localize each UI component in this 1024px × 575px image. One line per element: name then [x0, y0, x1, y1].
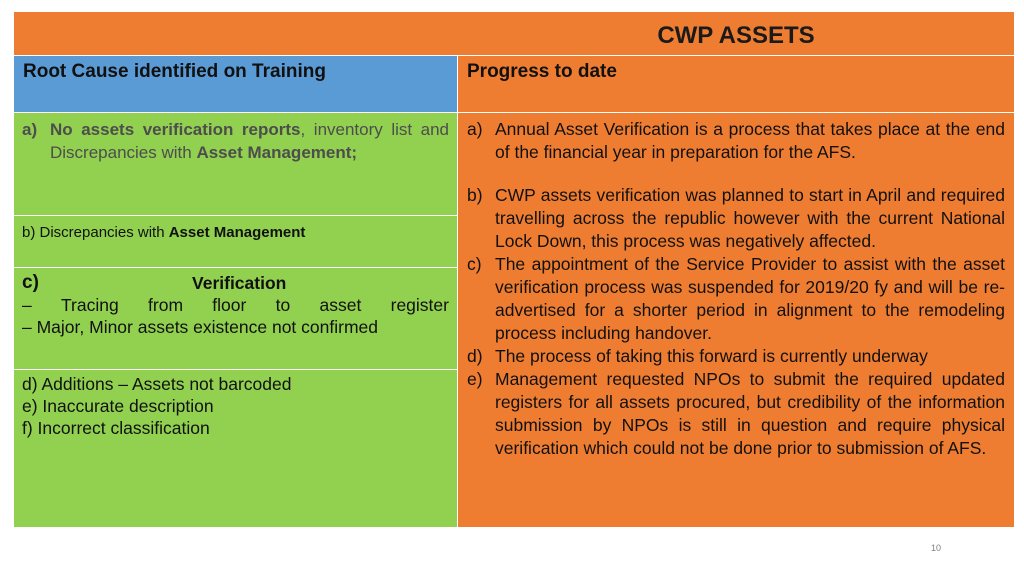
progress-label-d: d) [467, 346, 483, 366]
progress-label-b: b) [467, 185, 483, 205]
root-cause-a-bold: No assets verification reports [50, 120, 301, 139]
left-header-text: Root Cause identified on Training [23, 61, 326, 82]
root-cause-a-text [50, 118, 449, 164]
root-cause-c-cell [14, 268, 458, 370]
progress-item-e [467, 368, 1005, 460]
root-cause-f-line: f) Incorrect classification [22, 418, 210, 438]
c-word: – [22, 295, 32, 315]
root-cause-c-heading-line [22, 272, 449, 294]
progress-item-b [467, 184, 1005, 253]
right-column-header [458, 56, 1015, 113]
progress-label-e: e) [467, 369, 483, 389]
c-word: Tracing [61, 295, 119, 315]
root-cause-a [22, 118, 449, 164]
root-cause-c-label: c) [22, 272, 39, 293]
progress-item-c [467, 253, 1005, 345]
c-word: register [390, 295, 449, 315]
progress-item-d [467, 345, 1005, 368]
root-cause-a-middle: , inventory list and Discrepancies with [50, 120, 450, 162]
progress-cell [458, 113, 1015, 528]
root-cause-a-bold-tail: Asset Management; [196, 143, 358, 162]
root-cause-a-label: a) [22, 120, 38, 139]
root-cause-b-cell [14, 216, 458, 268]
progress-label-a: a) [467, 119, 483, 139]
slide-title: CWP ASSETS [657, 22, 815, 49]
c-word: floor [212, 295, 247, 315]
page-number: 10 [931, 543, 942, 553]
root-cause-d-cell [14, 370, 458, 528]
root-cause-c-line2 [22, 294, 449, 316]
cwp-assets-table [13, 11, 1015, 528]
title-row [14, 12, 1015, 56]
left-column-header [14, 56, 458, 113]
progress-text-c: The appointment of the Service Provider to assist with the asset verification process was suspended for 2019/20 fy and will be re-advertised for a shorter period in alignment to the remodeling process including handover. [495, 254, 1005, 343]
right-header-text: Progress to date [467, 61, 617, 82]
root-cause-b-text: b) Discrepancies with [22, 224, 169, 241]
progress-label-c: c) [467, 254, 482, 274]
root-cause-e-line: e) Inaccurate description [22, 396, 214, 416]
progress-text-a: Annual Asset Verification is a process that takes place at the end of the financial year in preparation for the AFS. [495, 119, 1005, 162]
progress-item-a [467, 118, 1005, 164]
root-cause-c-heading: Verification [192, 273, 287, 293]
progress-text-b: CWP assets verification was planned to start in April and required travelling across the republic however with the current National Lock Down, this process was negatively affected. [495, 185, 1005, 251]
root-cause-a-cell [14, 113, 458, 216]
c-word: asset [319, 295, 362, 315]
c-word: to [275, 295, 291, 315]
progress-text-e: Management requested NPOs to submit the required updated registers for all assets procured, but credibility of the information submission by NPOs is still in question and require physical verification which could not be done prior to submission of AFS. [495, 369, 1005, 458]
progress-text-d: The process of taking this forward is currently underway [495, 346, 928, 366]
root-cause-c-line3: – Major, Minor assets existence not confirmed [22, 317, 378, 337]
root-cause-d-line: d) Additions – Assets not barcoded [22, 374, 292, 394]
root-cause-b-bold: Asset Management [168, 224, 306, 241]
c-word: from [148, 295, 184, 315]
